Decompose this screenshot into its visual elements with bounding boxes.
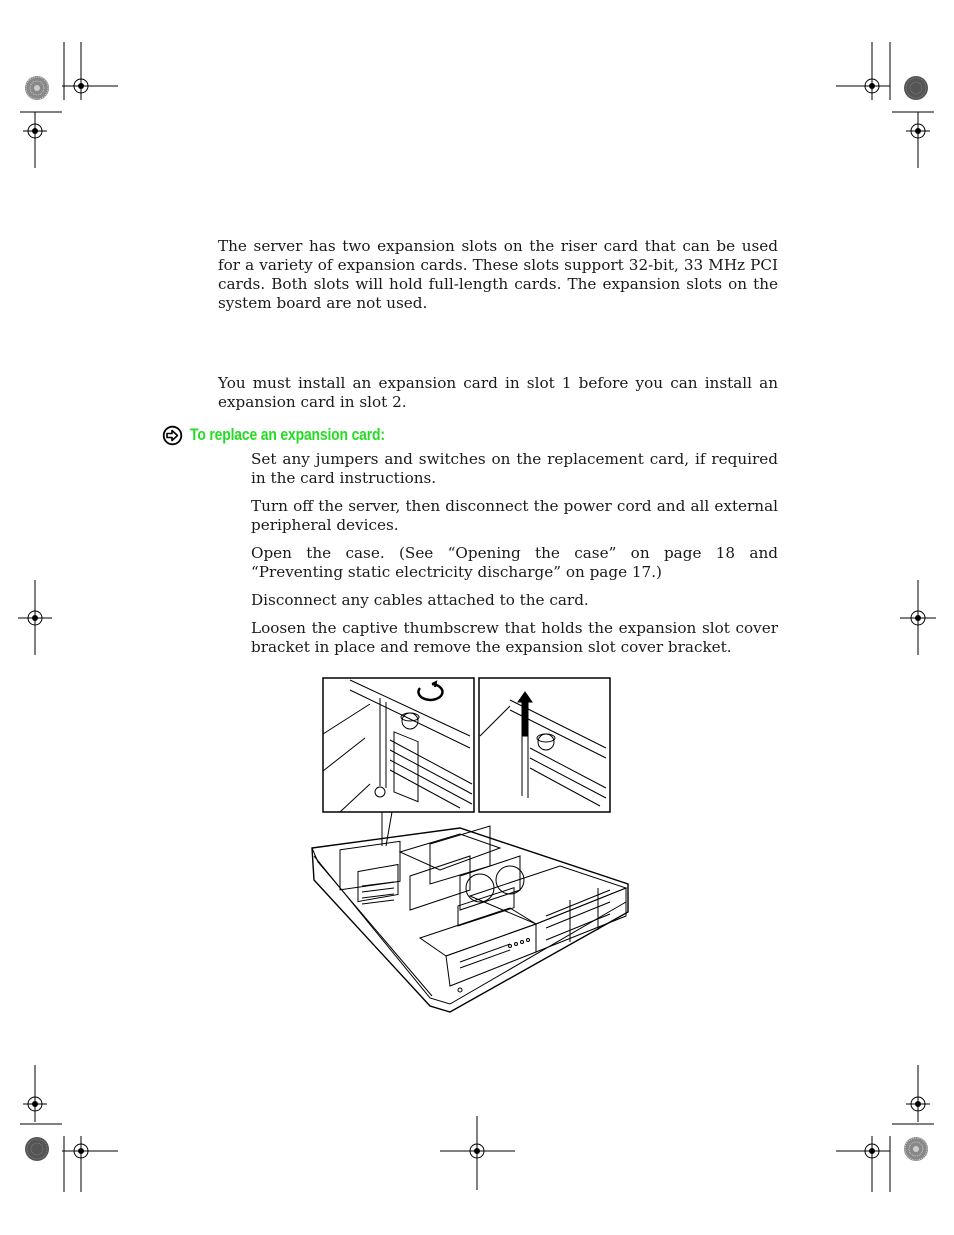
crosshair-icon xyxy=(23,119,47,143)
starburst-icon xyxy=(904,76,928,100)
starburst-icon xyxy=(904,1137,928,1161)
crosshair-icon xyxy=(69,1139,93,1163)
procedure-step: Loosen the captive thumbscrew that holds the expansion slot cover bracket in place and remove the expansion slot cover bracket. xyxy=(251,619,778,656)
procedure-step: Set any jumpers and switches on the replacement card, if required in the card instructions. xyxy=(251,450,778,487)
server-chassis xyxy=(312,826,628,1012)
crosshair-icon xyxy=(860,74,884,98)
procedure-heading xyxy=(162,424,428,446)
procedure-heading-text: To replace an expansion card: xyxy=(190,425,385,444)
bracket-removal-detail-right xyxy=(479,678,610,812)
crosshair-icon xyxy=(906,119,930,143)
expansion-slot-illustration xyxy=(310,676,630,1014)
crosshair-icon xyxy=(860,1139,884,1163)
thumbscrew-detail-left xyxy=(323,678,474,812)
crosshair-icon xyxy=(906,606,930,630)
note-paragraph: You must install an expansion card in slot 1 before you can install an expansion card in slot 2. xyxy=(218,374,778,411)
crosshair-icon xyxy=(69,74,93,98)
crosshair-icon xyxy=(23,606,47,630)
starburst-icon xyxy=(25,76,49,100)
intro-paragraph: The server has two expansion slots on the riser card that can be used for a variety of expansion cards. These slots support 32-bit, 33 MHz PCI cards. Both slots will hold full-length cards. The expansion slots on the system board are not used. xyxy=(218,237,778,312)
crosshair-icon xyxy=(465,1139,489,1163)
procedure-step: Disconnect any cables attached to the card. xyxy=(251,591,589,609)
starburst-icon xyxy=(25,1137,49,1161)
crosshair-icon xyxy=(23,1092,47,1116)
procedure-step: Turn off the server, then disconnect the power cord and all external peripheral devices. xyxy=(251,497,778,534)
crosshair-icon xyxy=(906,1092,930,1116)
procedure-step: Open the case. (See “Opening the case” on page 18 and “Preventing static electricity discharge” on page 17.) xyxy=(251,544,778,581)
arrow-circle-right-icon xyxy=(162,425,183,446)
